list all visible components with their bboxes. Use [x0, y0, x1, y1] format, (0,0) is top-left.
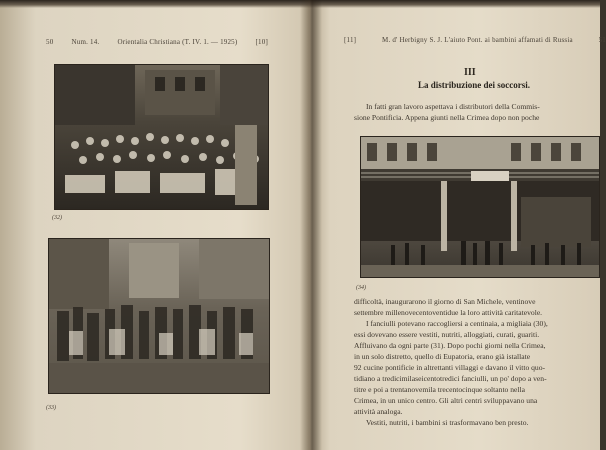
- photo-caption-32: (32): [52, 215, 62, 221]
- body-line-1: difficoltà, inaugurarono il giorno di San Michele, ventinove: [354, 297, 536, 306]
- body-line-8: tidiano a tredicimilaseicentotredici fanciulli, un po' dopo a ven-: [354, 374, 547, 383]
- section-title: La distribuzione dei soccorsi.: [418, 80, 530, 90]
- photo-caption-33: (33): [46, 405, 56, 411]
- body-line-7: 92 cucine pontificie in altrettanti villaggi e davano il vitto quo-: [354, 363, 546, 372]
- body-line-10: Crimea, in un unico centro. Gli altri centri sviluppavano una: [354, 396, 538, 405]
- body-line-9: titre e poi a trentanovemila trecentocinque soltanto nella: [354, 385, 526, 394]
- body-line-12: Vestiti, nutriti, i bambini si trasformavano ben presto.: [366, 418, 529, 427]
- crowd-photo-top: [54, 64, 269, 210]
- left-bracket-page: [10]: [255, 38, 268, 46]
- intro-line-1: In fatti gran lavoro aspettava i distributori della Commis-: [366, 102, 540, 111]
- left-page-number: 50: [46, 38, 54, 46]
- body-line-11: attività analoga.: [354, 407, 403, 416]
- photo-caption-34: (34): [356, 285, 366, 291]
- body-paragraph: [354, 296, 604, 428]
- body-line-5: Affluivano da ogni parte (31). Dopo pochi giorni nella Crimea,: [354, 341, 546, 350]
- left-running-head: [46, 38, 268, 46]
- intro-line-2: sione Pontificia. Appena giunti nella Crimea dopo non poche: [354, 113, 540, 122]
- building-crowd-photo: [360, 136, 600, 278]
- right-bracket-page: [11]: [344, 36, 357, 44]
- intro-paragraph: [354, 101, 604, 123]
- right-page-number: 51: [598, 36, 606, 44]
- right-running-title: M. d' Herbigny S. J. L'aiuto Pont. ai bambini affamati di Russia: [382, 36, 573, 44]
- left-journal: Orientalia Christiana (T. IV. 1. — 1925): [117, 38, 238, 46]
- body-line-4: essi dovevano essere vestiti, nutriti, alloggiati, curati, guariti.: [354, 330, 540, 339]
- section-number: III: [464, 67, 476, 78]
- crowd-photo-bottom: [48, 238, 270, 394]
- body-line-2: settembre millenovecentoventidue la loro attività caritatevole.: [354, 308, 543, 317]
- right-running-head: [344, 36, 606, 44]
- right-page: [314, 0, 606, 450]
- left-issue: Num. 14.: [71, 38, 100, 46]
- body-line-3: I fanciulli potevano raccogliersi a centinaia, a migliaia (30),: [366, 319, 548, 328]
- body-line-6: in un solo distretto, quello di Eupatoria, erano già istallate: [354, 352, 531, 361]
